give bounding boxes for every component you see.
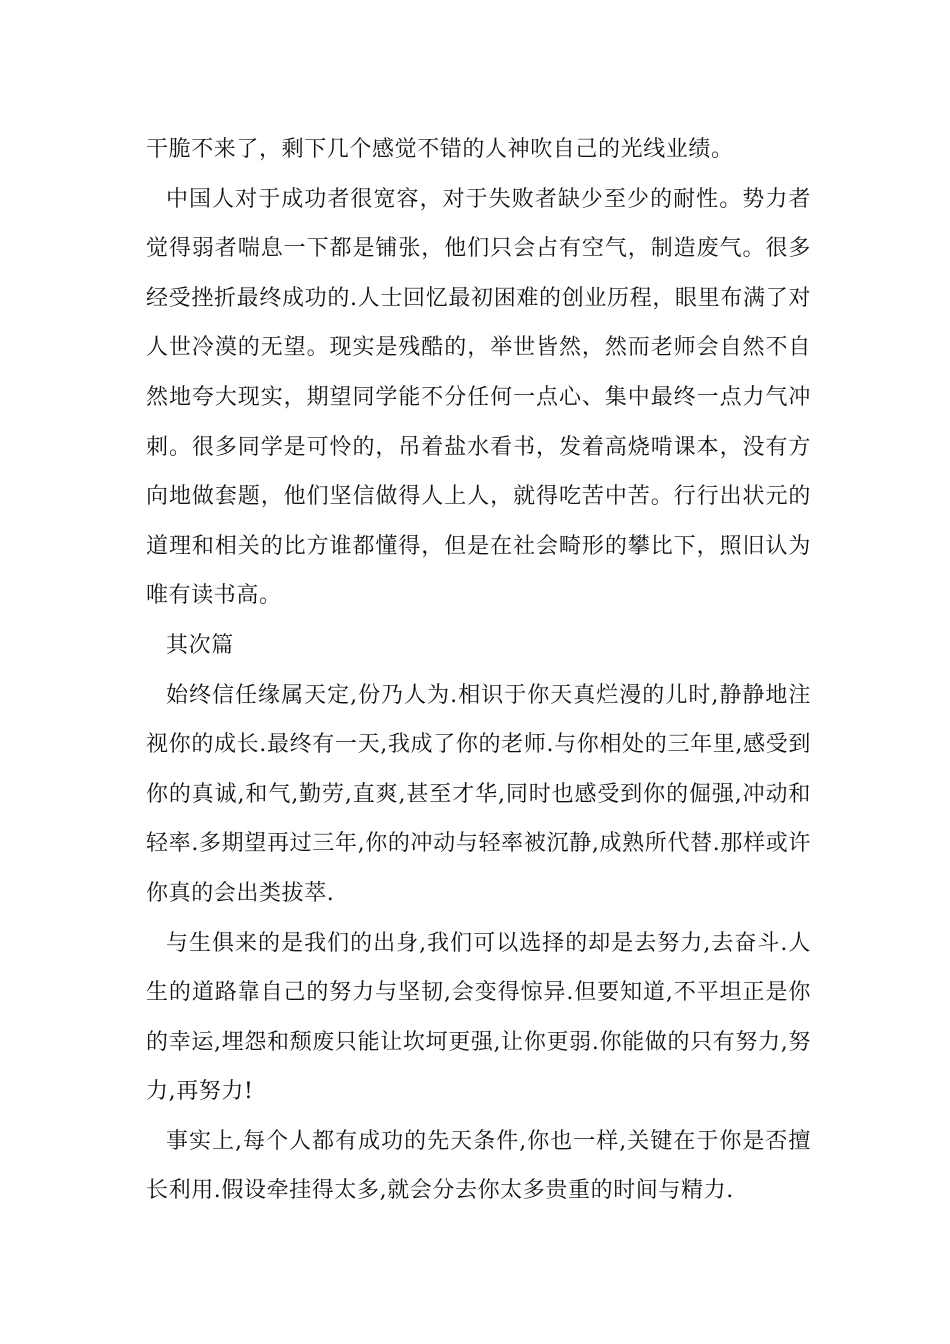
paragraph-effort: 与生俱来的是我们的出身,我们可以选择的却是去努力,去奋斗.人生的道路靠自己的努力与坚韧,会变得惊异.但要知道,不平坦正是你的幸运,埋怨和颓废只能让坎坷更强,让你更弱.你能做的只有努力,努力,再努力! <box>146 930 811 1105</box>
document-body <box>146 125 811 1216</box>
paragraph-success-tolerance: 中国人对于成功者很宽容，对于失败者缺少至少的耐性。势力者觉得弱者喘息一下都是铺张，他们只会占有空气，制造废气。很多经受挫折最终成功的.人士回忆最初困难的创业历程，眼里布满了对人世冷漠的无望。现实是残酷的，举世皆然，然而老师会自然不自然地夸大现实，期望同学能不分任何一点心、集中最终一点力气冲刺。很多同学是可怜的，吊着盐水看书，发着高烧啃课本，没有方向地做套题，他们坚信做得人上人，就得吃苦中苦。行行出状元的道理和相关的比方谁都懂得，但是在社会畸形的攀比下，照旧认为唯有读书高。 <box>146 186 811 609</box>
paragraph-continuation: 干脆不来了，剩下几个感觉不错的人神吹自己的光线业绩。 <box>146 137 734 162</box>
paragraph-fate: 始终信任缘属天定,份乃人为.相识于你天真烂漫的儿时,静静地注视你的成长.最终有一天,我成了你的老师.与你相处的三年里,感受到你的真诚,和气,勤劳,直爽,甚至才华,同时也感受到你的倔强,冲动和轻率.多期望再过三年,你的冲动与轻率被沉静,成熟所代替.那样或许你真的会出类拔萃. <box>146 682 811 906</box>
section-heading: 其次篇 <box>166 632 234 658</box>
paragraph-talent: 事实上,每个人都有成功的先天条件,你也一样,关键在于你是否擅长利用.假设牵挂得太多,就会分去你太多贵重的时间与精力. <box>146 1128 811 1204</box>
